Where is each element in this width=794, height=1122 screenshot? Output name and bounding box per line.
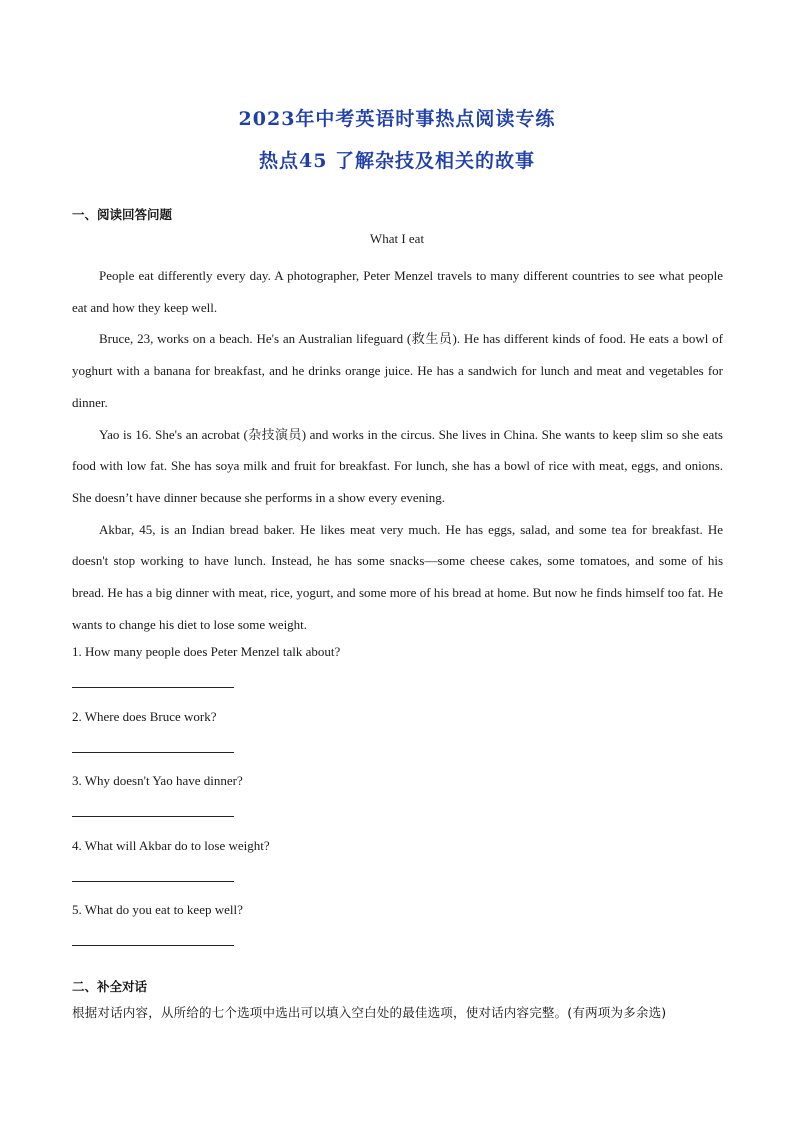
question-item [72, 709, 723, 774]
passage-title: What I eat [369, 231, 425, 246]
question-text-1: 1. How many people does Peter Menzel talk about? [72, 644, 341, 659]
question-item [72, 902, 723, 967]
document-subtitle: 热点45 了解杂技及相关的故事 [258, 150, 536, 172]
question-text-5: 5. What do you eat to keep well? [72, 902, 243, 917]
question-item [72, 644, 723, 709]
section-2-instruction: 根据对话内容，从所给的七个选项中选出可以填入空白处的最佳选项，使对话内容完整。(有两项为多余选) [72, 1005, 667, 1020]
passage-paragraph-3: Yao is 16. She's an acrobat (杂技演员) and works in the circus. She lives in China. She wants to keep slim so she eats food with low fat. She has soya milk and fruit for breakfast. For lunch, she has a bowl of rice with meat, eggs, and onions. She doesn’t have dinner because she performs in a show every evening. [72, 426, 723, 505]
passage-paragraph-1: People eat differently every day. A photographer, Peter Menzel travels to many different countries to see what people eat and how they keep well. [72, 268, 723, 315]
reading-passage [72, 260, 723, 640]
question-text-4: 4. What will Akbar do to lose weight? [72, 837, 270, 853]
question-text-2: 2. Where does Bruce work? [72, 708, 217, 724]
answer-blank-1[interactable] [72, 687, 234, 688]
answer-blank-3[interactable] [72, 816, 234, 817]
question-item [72, 773, 723, 838]
answer-blank-5[interactable] [72, 945, 234, 946]
question-list [72, 644, 723, 967]
answer-blank-4[interactable] [72, 881, 234, 882]
passage-paragraph-2: Bruce, 23, works on a beach. He's an Australian lifeguard (救生员). He has different kinds of food. He eats a bowl of yoghurt with a banana for breakfast, and he drinks orange juice. He has a sandwich for lunch and meat and vegetables for dinner. [72, 331, 723, 410]
document-title: 2023年中考英语时事热点阅读专练 [238, 108, 556, 130]
question-text-3: 3. Why doesn't Yao have dinner? [72, 773, 243, 788]
section-2-heading: 二、补全对话 [72, 979, 148, 994]
passage-paragraph-4: Akbar, 45, is an Indian bread baker. He likes meat very much. He has eggs, salad, and some tea for breakfast. He doesn't stop working to have lunch. Instead, he has some snacks—some cheese cakes, some tomatoes, and some of his bread. He has a big dinner with meat, rice, yogurt, and some more of his bread at home. But now he finds himself too fat. He wants to change his diet to lose some weight. [72, 521, 723, 632]
section-1-heading: 一、阅读回答问题 [72, 207, 173, 222]
answer-blank-2[interactable] [72, 752, 234, 753]
question-item [72, 838, 723, 903]
